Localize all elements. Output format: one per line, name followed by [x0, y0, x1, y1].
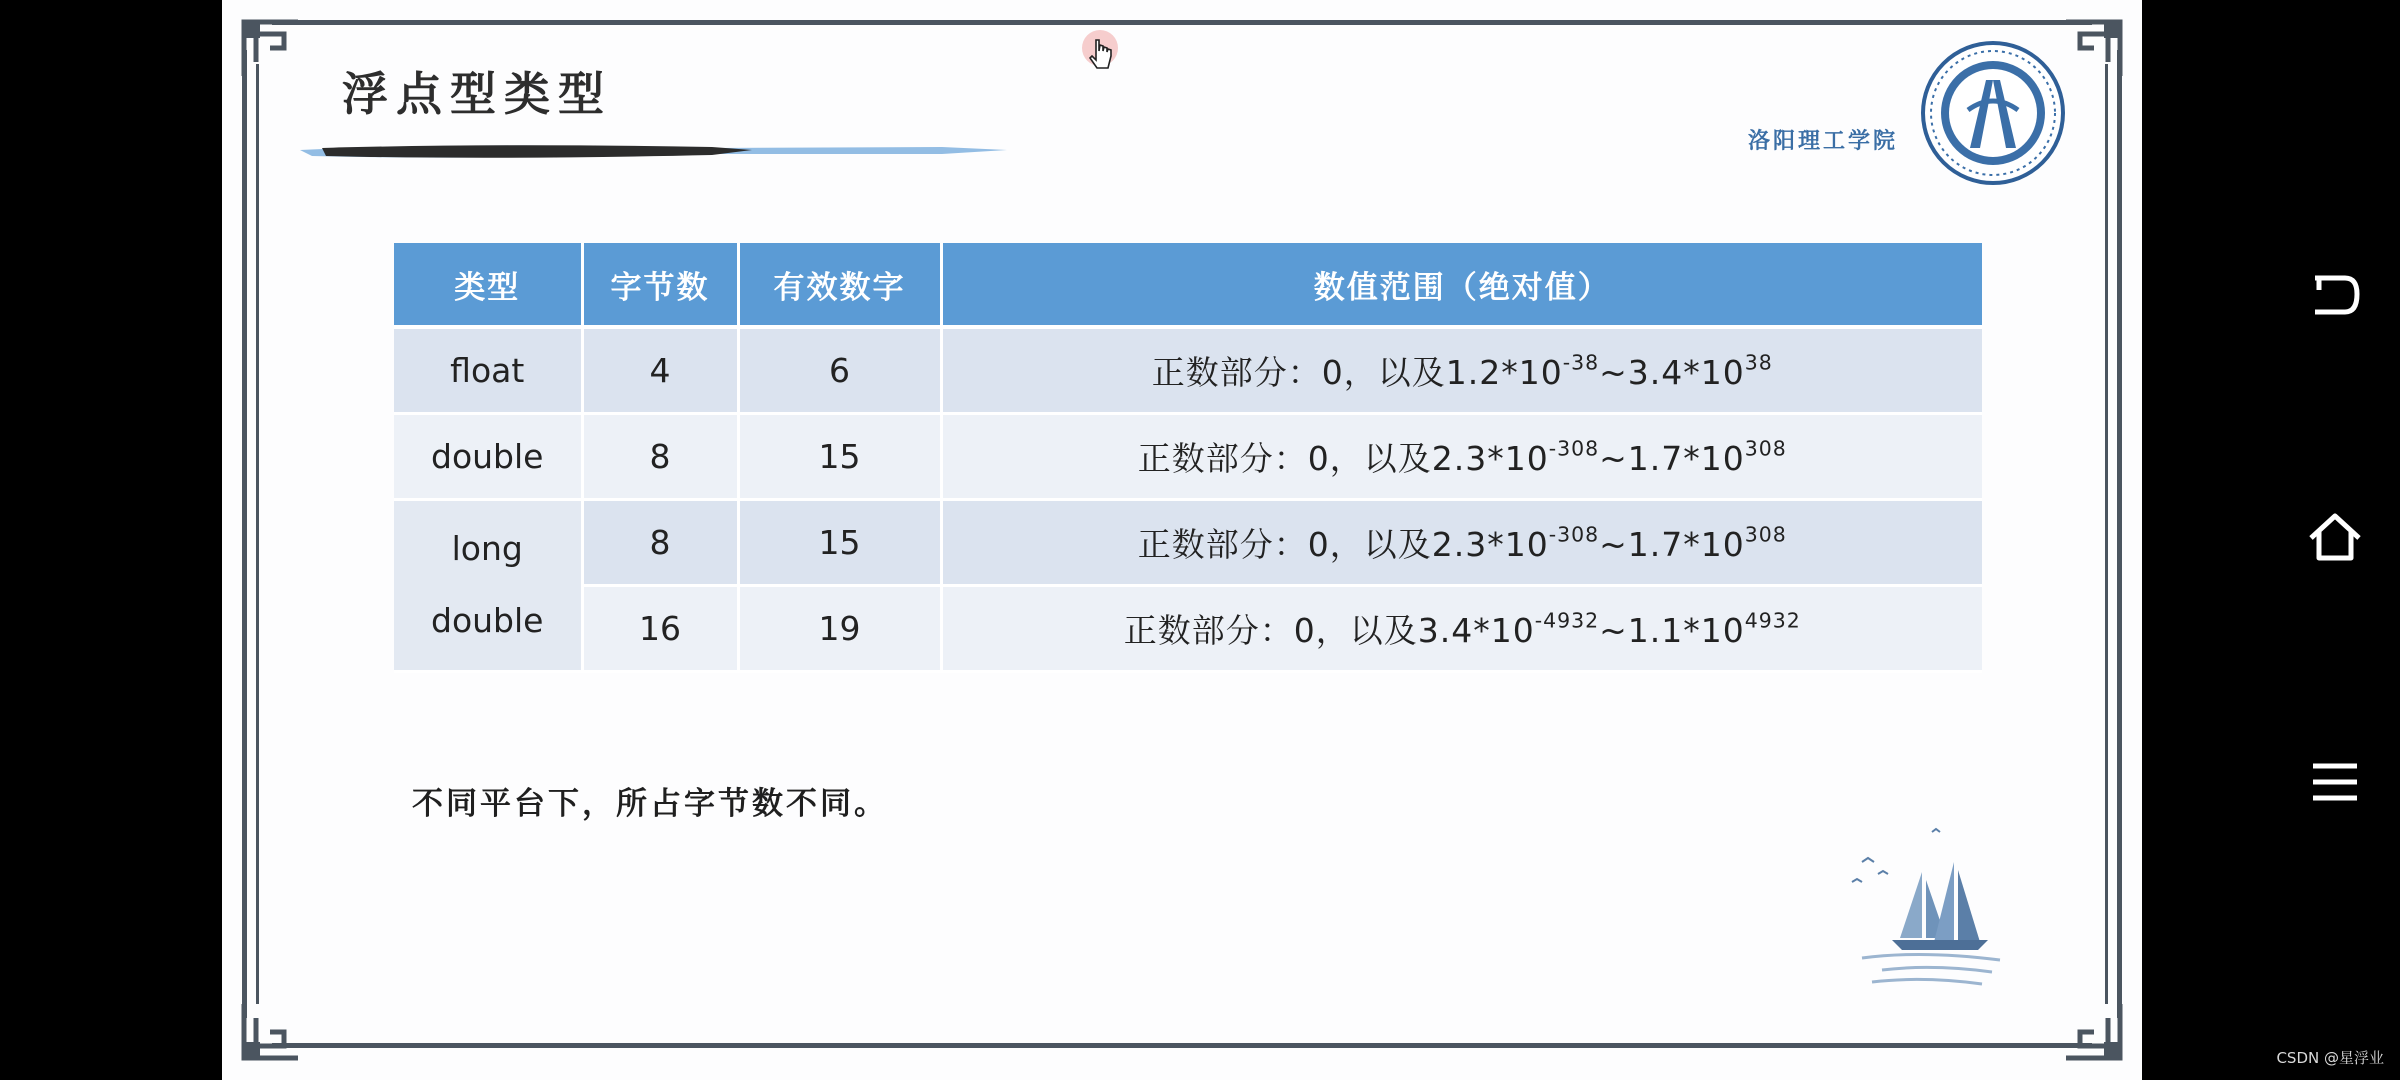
header-digits: 有效数字: [738, 243, 941, 327]
table-row: [394, 413, 1982, 499]
corner-ornament-bottom-left: [236, 996, 306, 1066]
slide-title: 浮点型类型: [342, 67, 612, 121]
header-bytes: 字节数: [582, 243, 738, 327]
frame-left: [242, 50, 247, 1018]
menu-icon[interactable]: [2305, 752, 2365, 812]
frame-right-inner: [2105, 64, 2108, 1004]
cell-bytes: 16: [582, 585, 738, 671]
corner-ornament-bottom-right: [2058, 996, 2128, 1066]
header-range: 数值范围（绝对值）: [941, 243, 1982, 327]
cell-bytes: 4: [582, 327, 738, 413]
cell-range: 正数部分：0，以及$3.4*10^{-4932}\sim 1.1*10^{4932}$: [941, 585, 1982, 671]
cell-bytes: 8: [582, 499, 738, 585]
sailboat-decoration: [1842, 822, 2002, 992]
table-header-row: [394, 243, 1982, 327]
cell-digits: 15: [738, 413, 941, 499]
cell-type: float: [394, 327, 582, 413]
home-icon[interactable]: [2305, 508, 2365, 568]
cell-digits: 19: [738, 585, 941, 671]
corner-ornament-top-right: [2058, 14, 2128, 84]
school-name: 洛阳理工学院: [1748, 128, 1899, 154]
csdn-watermark: CSDN @星浮业: [2276, 1049, 2384, 1067]
cell-digits: 6: [738, 327, 941, 413]
cell-bytes: 8: [582, 413, 738, 499]
frame-top: [272, 20, 2092, 25]
slide: [222, 0, 2142, 1080]
frame-bottom: [272, 1043, 2092, 1048]
corner-ornament-top-left: [236, 14, 306, 84]
mouse-cursor-icon: [1080, 26, 1120, 76]
frame-left-inner: [256, 64, 259, 1004]
table-row: [394, 585, 1982, 671]
cell-digits: 15: [738, 499, 941, 585]
frame-right: [2117, 50, 2122, 1018]
cell-range: 正数部分：0，以及$2.3*10^{-308}\sim 1.7*10^{308}$: [941, 413, 1982, 499]
table-row: [394, 499, 1982, 585]
cell-range: 正数部分：0，以及$1.2*10^{-38}\sim 3.4*10^{38}$: [941, 327, 1982, 413]
table-row: [394, 327, 1982, 413]
header-type: 类型: [394, 243, 582, 327]
platform-note: 不同平台下，所占字节数不同。: [412, 786, 888, 822]
brush-stroke-decoration: [292, 138, 1012, 166]
cell-type: double: [394, 413, 582, 499]
school-logo: [1920, 40, 2066, 186]
back-arrow-icon[interactable]: [2305, 266, 2365, 326]
cell-range: 正数部分：0，以及$2.3*10^{-308}\sim 1.7*10^{308}$: [941, 499, 1982, 585]
cell-type-merged: long double: [394, 499, 582, 671]
float-type-table: [394, 243, 1982, 673]
